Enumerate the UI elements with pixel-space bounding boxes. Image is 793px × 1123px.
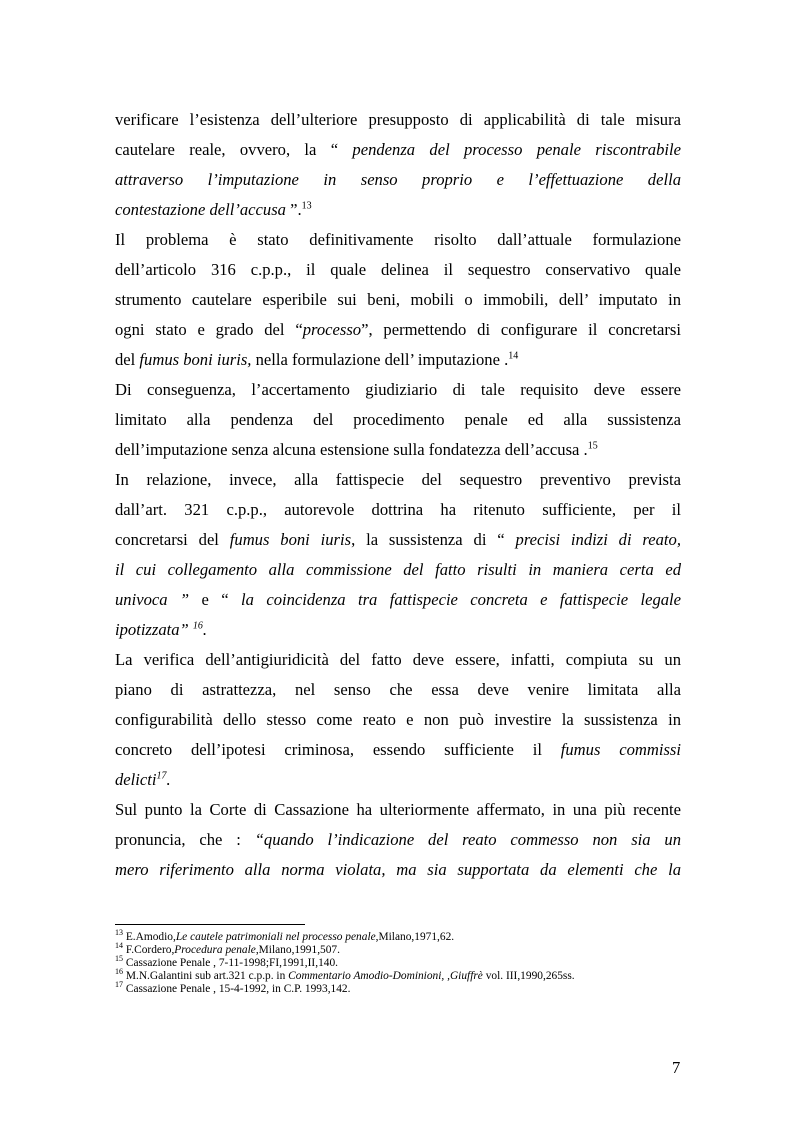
text-run: strumento cautelare esperibile sui beni, mobili o immobili, dell’ imputato in bbox=[115, 290, 681, 309]
text-run: la coincidenza tra fattispecie concreta e fattispecie legale bbox=[241, 590, 682, 609]
text-run: “quando l’indicazione del reato commesso non sia un bbox=[254, 830, 681, 849]
text-run: . bbox=[202, 620, 208, 639]
text-line bbox=[115, 320, 681, 340]
text-run: In relazione, invece, alla fattispecie del sequestro preventivo prevista bbox=[115, 470, 681, 489]
text-run: E.Amodio, bbox=[123, 931, 176, 943]
footnote-ref: 15 bbox=[587, 440, 598, 452]
text-line bbox=[115, 140, 681, 160]
text-line bbox=[115, 620, 681, 640]
text-run: e “ bbox=[189, 590, 242, 609]
text-run: dall’art. 321 c.p.p., autorevole dottrina ha ritenuto sufficiente, per il bbox=[115, 500, 681, 519]
text-run: cautelare reale, ovvero, la “ bbox=[115, 140, 353, 159]
text-run: , la sussistenza di “ bbox=[351, 530, 516, 549]
footnote bbox=[115, 954, 339, 970]
footnote-ref: 17 bbox=[156, 770, 167, 782]
text-run: concretarsi del bbox=[115, 530, 230, 549]
text-line bbox=[115, 710, 681, 730]
text-line bbox=[115, 170, 681, 190]
text-run: processo bbox=[302, 320, 362, 339]
text-run: attraverso l’imputazione in senso proprio e l’effettuazione della bbox=[115, 170, 681, 189]
text-run: limitato alla pendenza del procedimento penale ed alla sussistenza bbox=[115, 410, 681, 429]
text-run: il cui collegamento alla commissione del fatto risulti in maniera certa ed bbox=[115, 560, 681, 579]
text-run: del bbox=[115, 350, 140, 369]
footnote-ref: 13 bbox=[301, 200, 312, 212]
text-line bbox=[115, 800, 681, 820]
text-run: ogni stato e grado del “ bbox=[115, 320, 303, 339]
text-run: . bbox=[166, 770, 171, 789]
text-run: fumus boni iuris bbox=[229, 530, 352, 549]
footnote bbox=[115, 928, 455, 944]
text-run: vol. III,1990,265ss. bbox=[482, 970, 575, 982]
text-line bbox=[115, 560, 681, 580]
text-line bbox=[115, 530, 681, 550]
footnote bbox=[115, 967, 575, 983]
text-line bbox=[115, 860, 681, 880]
text-line bbox=[115, 770, 681, 790]
text-line bbox=[115, 410, 681, 430]
footnote bbox=[115, 980, 351, 996]
text-run: fumus boni iuris, bbox=[139, 350, 252, 369]
footnote-separator bbox=[115, 924, 305, 925]
text-run: ,Milano,1991,507. bbox=[255, 944, 340, 956]
page-number: 7 bbox=[672, 1058, 681, 1077]
text-run: verificare l’esistenza dell’ulteriore presupposto di applicabilità di tale misura bbox=[115, 110, 681, 129]
text-line bbox=[115, 110, 681, 130]
text-run: precisi indizi di reato, bbox=[515, 530, 681, 549]
text-line bbox=[115, 230, 681, 250]
text-run: La verifica dell’antigiuridicità del fatto deve essere, infatti, compiuta su un bbox=[115, 650, 681, 669]
text-run: Procedura penale bbox=[174, 944, 256, 956]
footnote-ref: 15 bbox=[115, 954, 123, 964]
text-run: ”. bbox=[285, 200, 302, 219]
text-run: Cassazione Penale , 7-11-1998;FI,1991,II,140. bbox=[123, 957, 339, 969]
text-line bbox=[115, 650, 681, 670]
text-run: ”, permettendo di configurare il concretarsi bbox=[361, 320, 681, 339]
text-line bbox=[115, 590, 681, 610]
footnote-ref: 13 bbox=[115, 928, 123, 938]
text-line bbox=[115, 500, 681, 520]
text-run: M.N.Galantini sub art.321 c.p.p. in bbox=[123, 970, 289, 982]
footnote bbox=[115, 941, 340, 957]
text-run: contestazione dell’accusa bbox=[115, 200, 286, 219]
text-line bbox=[115, 290, 681, 310]
text-run: configurabilità dello stesso come reato e non può investire la sussistenza in bbox=[115, 710, 681, 729]
text-run: mero riferimento alla norma violata, ma sia supportata da elementi che la bbox=[115, 860, 681, 879]
text-run: delicti bbox=[115, 770, 157, 789]
text-run: pendenza del processo penale riscontrabile bbox=[352, 140, 681, 159]
text-run: Il problema è stato definitivamente risolto dall’attuale formulazione bbox=[115, 230, 681, 249]
footnote-ref: 14 bbox=[115, 941, 123, 951]
text-run: univoca ” bbox=[115, 590, 190, 609]
text-run: ,Milano,1971,62. bbox=[375, 931, 455, 943]
text-run: piano di astrattezza, nel senso che essa deve venire limitata alla bbox=[115, 680, 681, 699]
text-run: nella formulazione dell’ imputazione . bbox=[251, 350, 509, 369]
footnote-ref: 16 bbox=[192, 620, 203, 632]
text-line bbox=[115, 470, 681, 490]
footnote-ref: 17 bbox=[115, 980, 123, 990]
text-run: fumus commissi bbox=[560, 740, 681, 759]
text-line bbox=[115, 200, 681, 220]
text-run: Di conseguenza, l’accertamento giudiziario di tale requisito deve essere bbox=[115, 380, 681, 399]
text-run: concreto dell’ipotesi criminosa, essendo sufficiente il bbox=[115, 740, 561, 759]
text-run: dell’imputazione senza alcuna estensione sulla fondatezza dell’accusa . bbox=[115, 440, 588, 459]
text-run: Sul punto la Corte di Cassazione ha ulteriormente affermato, in una più recente bbox=[115, 800, 681, 819]
text-line bbox=[115, 350, 681, 370]
text-line bbox=[115, 440, 681, 460]
text-run: dell’articolo 316 c.p.p., il quale delinea il sequestro conservativo quale bbox=[115, 260, 681, 279]
text-line bbox=[115, 380, 681, 400]
text-line bbox=[115, 680, 681, 700]
text-run: pronuncia, che : bbox=[115, 830, 255, 849]
footnote-ref: 16 bbox=[115, 967, 123, 977]
footnote-ref: 14 bbox=[508, 350, 519, 362]
text-run: Cassazione Penale , 15-4-1992, in C.P. 1993,142. bbox=[123, 983, 351, 995]
text-line bbox=[115, 830, 681, 850]
text-line bbox=[115, 260, 681, 280]
text-run: ipotizzata” bbox=[115, 620, 193, 639]
text-run: F.Cordero, bbox=[123, 944, 175, 956]
text-run: Commentario Amodio-Dominioni, ,Giuffrè bbox=[288, 970, 483, 982]
text-line bbox=[115, 740, 681, 760]
text-run: Le cautele patrimoniali nel processo penale bbox=[175, 931, 376, 943]
